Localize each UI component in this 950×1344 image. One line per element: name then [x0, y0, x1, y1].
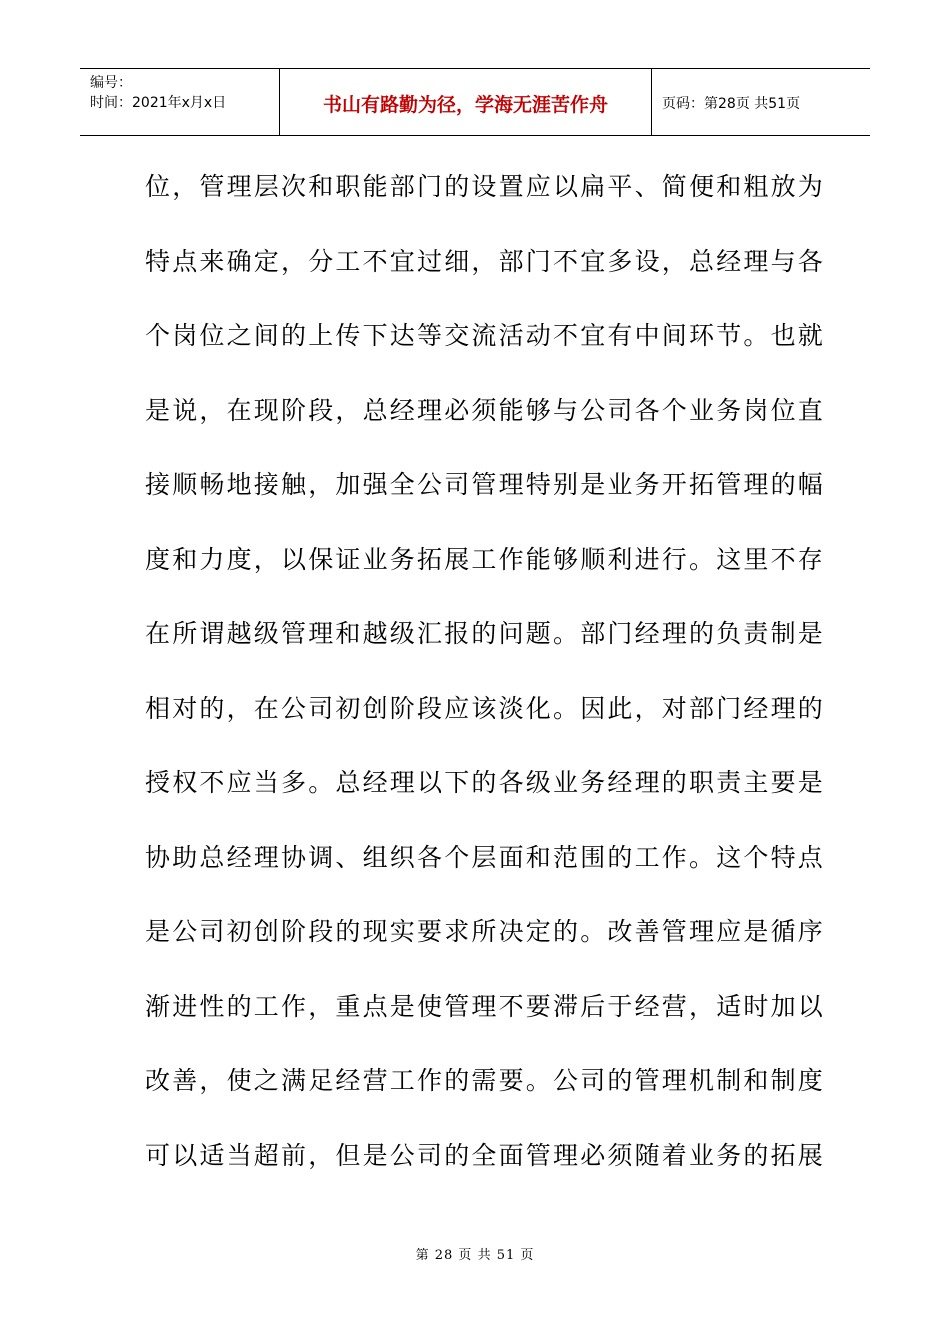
page-header	[80, 68, 870, 136]
header-motto: 书山有路勤为径，学海无涯苦作舟	[280, 69, 652, 135]
text-line: 协助总经理协调、组织各个层面和范围的工作。这个特点	[145, 842, 826, 872]
text-line: 在所谓越级管理和越级汇报的问题。部门经理的负责制是	[145, 619, 826, 648]
text-line: 改善，使之满足经营工作的需要。公司的管理机制和制度	[145, 1066, 826, 1095]
text-line: 相对的，在公司初创阶段应该淡化。因此，对部门经理的	[145, 693, 826, 723]
document-date: 时间：2021年x月x日	[90, 95, 227, 111]
text-line: 可以适当超前，但是公司的全面管理必须随着业务的拓展	[145, 1140, 826, 1170]
text-line: 渐进性的工作，重点是使管理不要滞后于经营，适时加以	[145, 991, 826, 1021]
text-line: 授权不应当多。总经理以下的各级业务经理的职责主要是	[145, 768, 826, 797]
page-footer: 第 28 页 共 51 页	[415, 1248, 535, 1263]
header-meta	[80, 69, 280, 135]
text-line: 接顺畅地接触，加强全公司管理特别是业务开拓管理的幅	[145, 470, 826, 499]
header-page-info: 页码：第28页 共51页	[662, 96, 801, 112]
text-line: 度和力度，以保证业务拓展工作能够顺利进行。这里不存	[145, 544, 826, 574]
text-line: 位，管理层次和职能部门的设置应以扁平、简便和粗放为	[145, 172, 826, 201]
text-line: 个岗位之间的上传下达等交流活动不宜有中间环节。也就	[145, 321, 826, 350]
document-number-label: 编号：	[90, 75, 132, 91]
text-line: 是公司初创阶段的现实要求所决定的。改善管理应是循序	[145, 917, 826, 946]
body-paragraph	[145, 150, 826, 1193]
text-line: 是说，在现阶段，总经理必须能够与公司各个业务岗位直	[145, 395, 826, 425]
text-line: 特点来确定，分工不宜过细，部门不宜多设，总经理与各	[145, 246, 826, 276]
